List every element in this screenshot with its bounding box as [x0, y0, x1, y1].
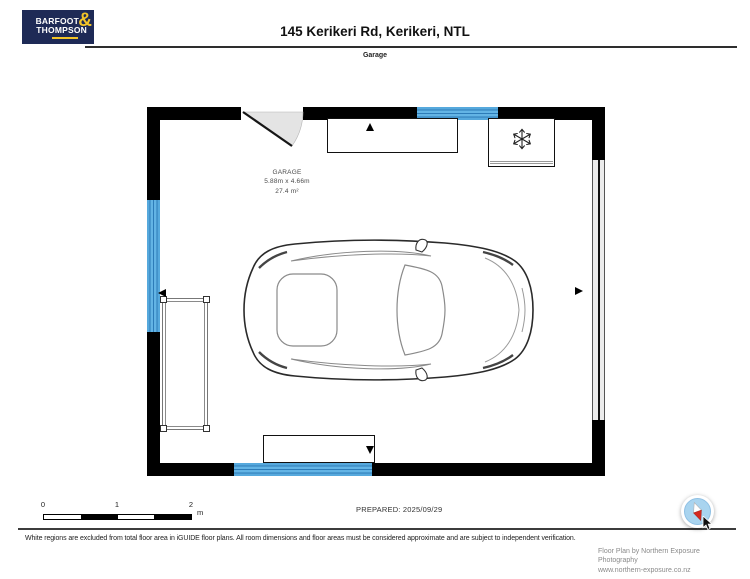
- scale-bar: [43, 514, 192, 520]
- shelf-post: [203, 296, 210, 303]
- scale-segment: [44, 515, 81, 519]
- room-area: 27.4 m²: [275, 187, 299, 195]
- arrow-right-icon: [575, 287, 583, 295]
- credit-line2: www.northern-exposure.co.nz: [598, 566, 691, 574]
- credit-line1: Floor Plan by Northern Exposure Photography: [598, 548, 700, 565]
- car-top-view: [233, 238, 539, 382]
- scale-label-2: 2: [188, 500, 194, 509]
- scale-label-1: 1: [114, 500, 120, 509]
- bench-bottom: [263, 435, 375, 463]
- mouse-cursor-icon: [702, 516, 713, 531]
- shelf-post: [160, 296, 167, 303]
- scale-segment: [154, 515, 191, 519]
- door-swing-icon: [241, 107, 305, 155]
- room-label: [227, 168, 347, 196]
- footer-divider: [18, 528, 736, 530]
- shelf-unit: [162, 298, 208, 430]
- logo-text-line1: BARFOOT: [35, 16, 79, 26]
- garage-door-line: [598, 160, 600, 420]
- arrow-up-icon: [366, 123, 374, 131]
- shelf-post: [203, 425, 210, 432]
- window-left: [147, 200, 160, 332]
- room-dimensions: 5.88m x 4.66m: [264, 178, 310, 186]
- header-divider: [85, 46, 737, 48]
- logo-ampersand: &: [78, 10, 92, 31]
- scale-unit: m: [197, 508, 204, 517]
- prepared-date: PREPARED: 2025/09/29: [356, 505, 443, 514]
- scale-segment: [81, 515, 118, 519]
- scale-segment: [118, 515, 155, 519]
- heat-pump-grille: [490, 161, 553, 164]
- window-bottom: [234, 463, 372, 476]
- disclaimer-text: White regions are excluded from total floor area in iGUIDE floor plans. All room dimensions and floor areas must be considered approximate and are subject to independent verification.: [25, 535, 576, 542]
- bench-top: [327, 118, 458, 153]
- floor-label: Garage: [362, 52, 388, 59]
- arrow-left-icon: [158, 289, 166, 297]
- shelf-inner-line: [165, 301, 205, 427]
- shelf-post: [160, 425, 167, 432]
- room-name: GARAGE: [272, 169, 302, 176]
- heat-pump-fan-icon: [509, 126, 535, 152]
- page-title: 145 Kerikeri Rd, Kerikeri, NTL: [280, 24, 470, 39]
- credits-block: [598, 547, 738, 575]
- heat-pump-unit: [488, 118, 555, 167]
- scale-label-0: 0: [40, 500, 46, 509]
- arrow-down-icon: [366, 446, 374, 454]
- wall-bottom: [147, 463, 605, 476]
- garage-roller-door: [592, 160, 605, 420]
- logo-text-line2: THOMPSON: [36, 25, 87, 35]
